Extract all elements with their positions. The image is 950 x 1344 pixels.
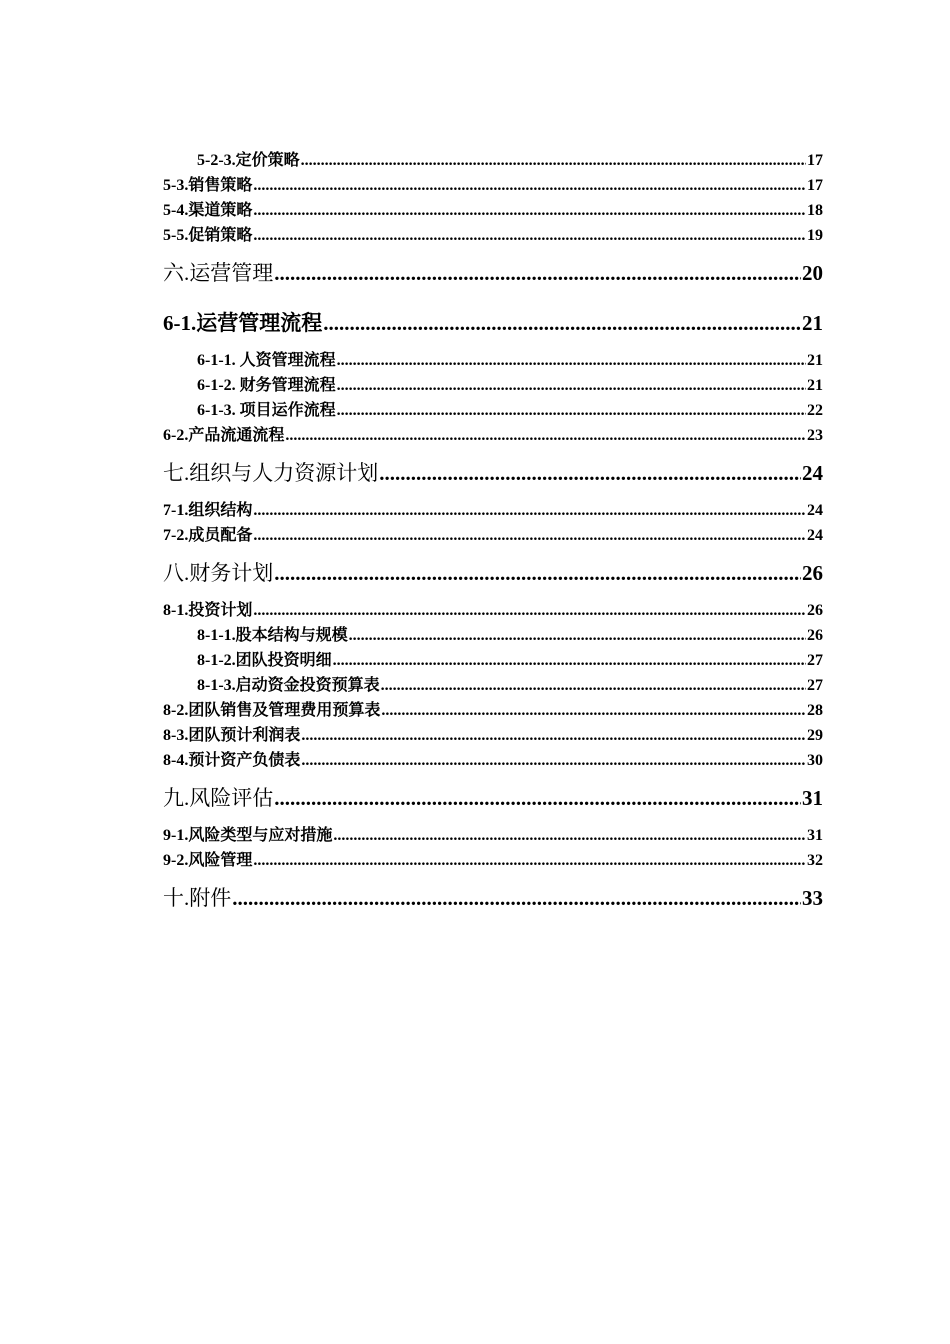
toc-entry[interactable] [163, 398, 823, 423]
toc-entry-title: 8-1-3.启动资金投资预算表 [197, 677, 380, 694]
toc-entry-title: 8-1-2.团队投资明细 [197, 652, 332, 669]
toc-entry[interactable] [163, 173, 823, 198]
toc-entry-title: 6-2.产品流通流程 [163, 427, 285, 444]
toc-entry-title: 8-3.团队预计利润表 [163, 727, 301, 744]
toc-entry-title: 7-2.成员配备 [163, 527, 253, 544]
toc-entry-page: 21 [807, 352, 823, 369]
toc-entry-page: 32 [807, 852, 823, 869]
toc-entry-page: 33 [802, 886, 823, 910]
toc-entry-page: 30 [807, 752, 823, 769]
toc-entry-title: 九.风险评估 [163, 786, 274, 810]
toc-entry-title: 9-2.风险管理 [163, 852, 253, 869]
toc-entry-page: 26 [807, 602, 823, 619]
toc-entry-title: 8-1-1.股本结构与规模 [197, 627, 348, 644]
toc-chapter[interactable] [163, 298, 823, 348]
toc-entry-title: 8-2.团队销售及管理费用预算表 [163, 702, 381, 719]
toc-leader-dots [381, 698, 806, 723]
toc-entry-page: 17 [807, 177, 823, 194]
toc-leader-dots [301, 748, 806, 773]
toc-entry[interactable] [163, 673, 823, 698]
toc-entry-page: 20 [802, 261, 823, 285]
toc-entry[interactable] [163, 723, 823, 748]
toc-entry-page: 23 [807, 427, 823, 444]
toc-entry-title: 6-1-1. 人资管理流程 [197, 352, 336, 369]
toc-entry[interactable] [163, 698, 823, 723]
toc-entry[interactable] [163, 498, 823, 523]
toc-entry-page: 18 [807, 202, 823, 219]
toc-entry-page: 29 [807, 727, 823, 744]
toc-entry[interactable] [163, 823, 823, 848]
toc-entry-page: 26 [807, 627, 823, 644]
table-of-contents [163, 148, 823, 923]
toc-entry[interactable] [163, 848, 823, 873]
toc-entry[interactable] [163, 598, 823, 623]
toc-entry-title: 八.财务计划 [163, 561, 274, 585]
toc-leader-dots [253, 198, 806, 223]
toc-entry-page: 26 [802, 561, 823, 585]
toc-leader-dots [323, 298, 801, 348]
toc-leader-dots [232, 873, 801, 923]
toc-leader-dots [379, 448, 801, 498]
toc-leader-dots [253, 598, 806, 623]
toc-entry-title: 5-3.销售策略 [163, 177, 253, 194]
toc-entry[interactable] [163, 648, 823, 673]
toc-chapter[interactable] [163, 873, 823, 923]
toc-entry-page: 27 [807, 652, 823, 669]
toc-entry-title: 七.组织与人力资源计划 [163, 461, 379, 485]
toc-entry[interactable] [163, 523, 823, 548]
toc-entry[interactable] [163, 148, 823, 173]
toc-entry[interactable] [163, 348, 823, 373]
toc-entry-title: 十.附件 [163, 886, 232, 910]
toc-leader-dots [253, 173, 806, 198]
toc-entry-page: 21 [802, 311, 823, 335]
toc-leader-dots [381, 673, 806, 698]
toc-leader-dots [337, 373, 806, 398]
toc-entry[interactable] [163, 373, 823, 398]
toc-entry-page: 24 [807, 502, 823, 519]
toc-entry-title: 5-2-3.定价策略 [197, 152, 300, 169]
toc-entry-title: 7-1.组织结构 [163, 502, 253, 519]
toc-entry-page: 22 [807, 402, 823, 419]
toc-leader-dots [253, 848, 806, 873]
toc-entry-title: 8-4.预计资产负债表 [163, 752, 301, 769]
toc-leader-dots [274, 248, 801, 298]
toc-entry-title: 6-1.运营管理流程 [163, 311, 323, 335]
toc-leader-dots [285, 423, 806, 448]
toc-entry-page: 24 [802, 461, 823, 485]
toc-entry-title: 5-4.渠道策略 [163, 202, 253, 219]
toc-leader-dots [333, 648, 806, 673]
toc-entry-page: 31 [802, 786, 823, 810]
toc-leader-dots [301, 148, 806, 173]
toc-chapter[interactable] [163, 548, 823, 598]
toc-entry[interactable] [163, 223, 823, 248]
toc-chapter[interactable] [163, 773, 823, 823]
toc-leader-dots [337, 398, 806, 423]
toc-leader-dots [274, 548, 801, 598]
toc-entry-page: 17 [807, 152, 823, 169]
toc-leader-dots [274, 773, 801, 823]
toc-leader-dots [253, 523, 806, 548]
toc-entry-page: 28 [807, 702, 823, 719]
toc-entry-page: 19 [807, 227, 823, 244]
toc-entry-title: 6-1-2. 财务管理流程 [197, 377, 336, 394]
toc-entry[interactable] [163, 748, 823, 773]
toc-leader-dots [253, 498, 806, 523]
toc-entry[interactable] [163, 623, 823, 648]
toc-entry-title: 9-1.风险类型与应对措施 [163, 827, 333, 844]
toc-entry-page: 27 [807, 677, 823, 694]
toc-leader-dots [301, 723, 806, 748]
toc-chapter[interactable] [163, 248, 823, 298]
toc-entry-title: 8-1.投资计划 [163, 602, 253, 619]
toc-entry[interactable] [163, 198, 823, 223]
toc-entry-page: 21 [807, 377, 823, 394]
toc-entry[interactable] [163, 423, 823, 448]
toc-entry-title: 六.运营管理 [163, 261, 274, 285]
toc-entry-title: 6-1-3. 项目运作流程 [197, 402, 336, 419]
toc-chapter[interactable] [163, 448, 823, 498]
toc-leader-dots [253, 223, 806, 248]
toc-leader-dots [337, 348, 806, 373]
toc-entry-title: 5-5.促销策略 [163, 227, 253, 244]
toc-entry-page: 24 [807, 527, 823, 544]
toc-entry-page: 31 [807, 827, 823, 844]
toc-leader-dots [333, 823, 806, 848]
toc-leader-dots [349, 623, 806, 648]
